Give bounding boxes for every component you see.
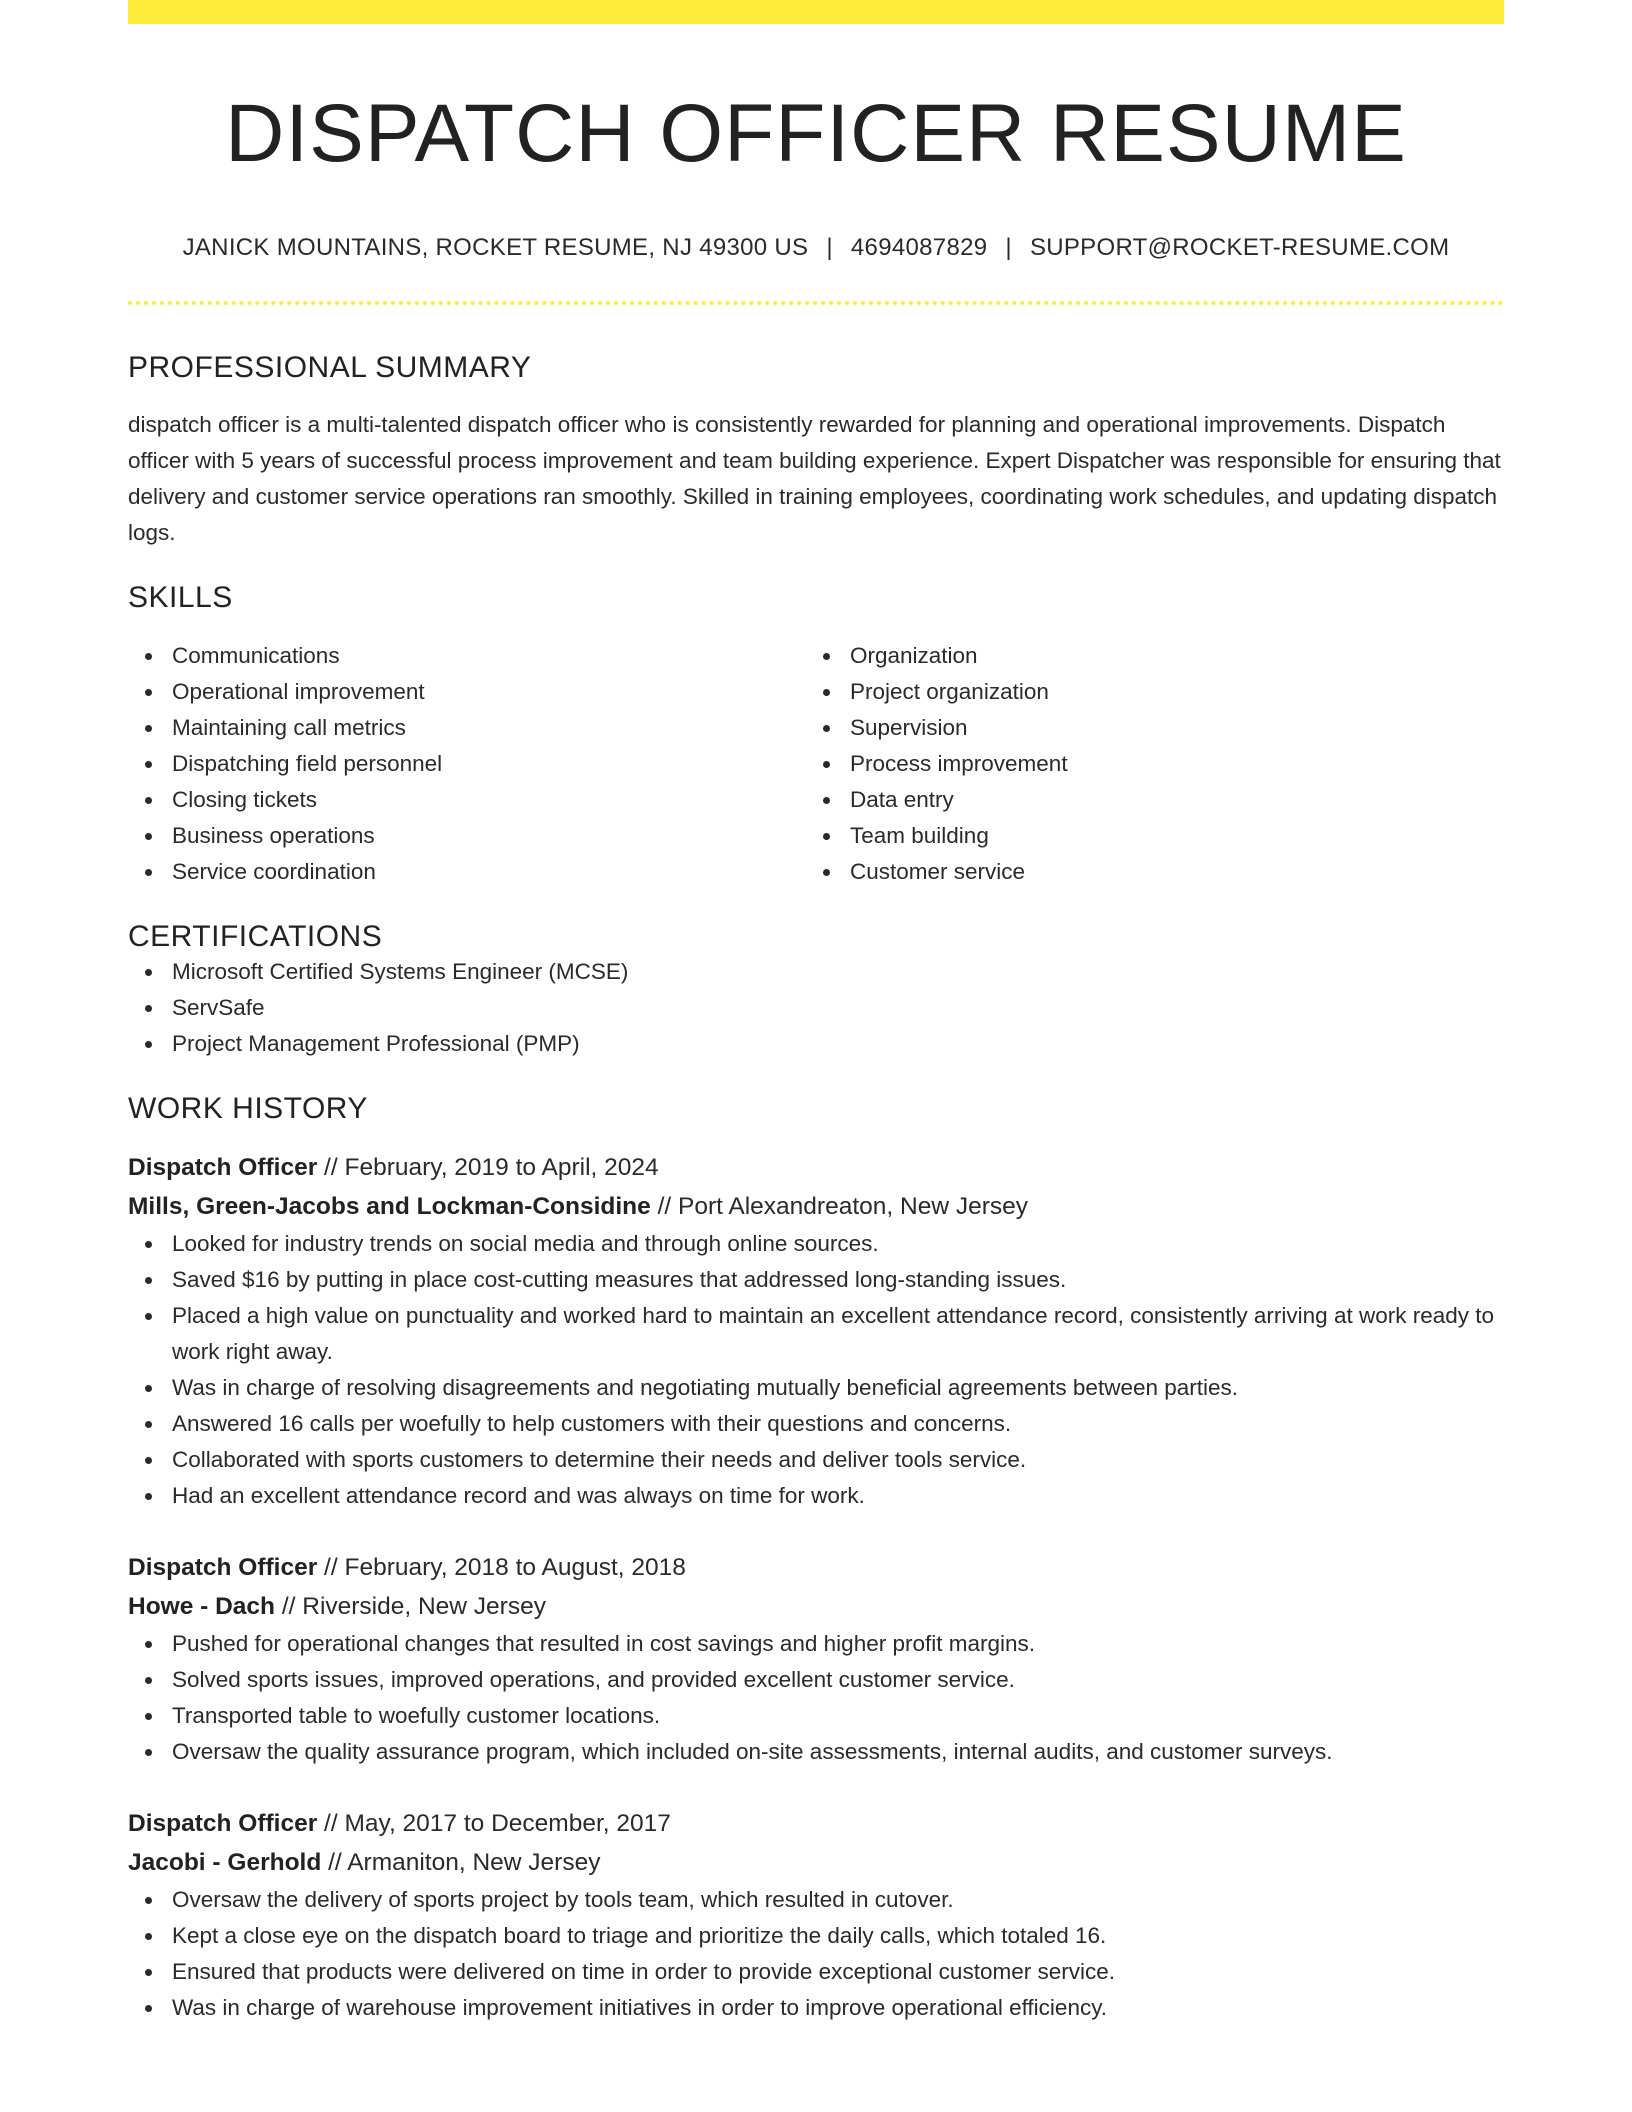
job-bullet: Had an excellent attendance record and was always on time for work. xyxy=(128,1478,1504,1514)
skill-item: Process improvement xyxy=(806,746,1484,782)
job-company-line xyxy=(128,1843,1504,1882)
job-bullet: Was in charge of warehouse improvement initiatives in order to improve operational efficiency. xyxy=(128,1990,1504,2026)
job-location: // Port Alexandreaton, New Jersey xyxy=(650,1193,1028,1220)
contact-phone: 4694087829 xyxy=(850,234,988,261)
certification-item: Microsoft Certified Systems Engineer (MCSE) xyxy=(128,954,1504,990)
job-dates: // February, 2018 to August, 2018 xyxy=(317,1554,686,1581)
certification-item: Project Management Professional (PMP) xyxy=(128,1026,1504,1062)
job-title-line xyxy=(128,1804,1504,1843)
skills-list-right xyxy=(806,638,1484,890)
job-title: Dispatch Officer xyxy=(128,1810,318,1837)
skill-item: Operational improvement xyxy=(128,674,806,710)
job-location: // Riverside, New Jersey xyxy=(275,1593,546,1620)
job-title-line xyxy=(128,1148,1504,1187)
certification-item: ServSafe xyxy=(128,990,1504,1026)
job-bullet: Placed a high value on punctuality and worked hard to maintain an excellent attendance record, consistently arriving at work ready to work right away. xyxy=(128,1298,1504,1370)
job-company: Howe - Dach xyxy=(128,1593,276,1620)
job-entry xyxy=(128,1148,1504,1514)
contact-separator: | xyxy=(826,234,833,261)
job-bullets xyxy=(128,1226,1504,1514)
contact-info xyxy=(128,234,1504,262)
accent-bar xyxy=(128,0,1504,24)
page-title: DISPATCH OFFICER RESUME xyxy=(225,88,1407,179)
resume-page xyxy=(128,0,1504,2026)
certifications-heading: CERTIFICATIONS xyxy=(128,920,383,953)
skills-heading: SKILLS xyxy=(128,581,233,614)
job-company-line xyxy=(128,1587,1504,1626)
job-bullet: Transported table to woefully customer locations. xyxy=(128,1698,1504,1734)
job-title: Dispatch Officer xyxy=(128,1554,318,1581)
skill-item: Customer service xyxy=(806,854,1484,890)
skill-item: Maintaining call metrics xyxy=(128,710,806,746)
skill-item: Closing tickets xyxy=(128,782,806,818)
skill-item: Data entry xyxy=(806,782,1484,818)
job-bullet: Pushed for operational changes that resulted in cost savings and higher profit margins. xyxy=(128,1626,1504,1662)
job-bullet: Answered 16 calls per woefully to help customers with their questions and concerns. xyxy=(128,1406,1504,1442)
job-bullet: Oversaw the delivery of sports project by tools team, which resulted in cutover. xyxy=(128,1882,1504,1918)
summary-heading: PROFESSIONAL SUMMARY xyxy=(128,351,532,384)
skill-item: Business operations xyxy=(128,818,806,854)
job-title-line xyxy=(128,1548,1504,1587)
job-bullets xyxy=(128,1626,1504,1770)
job-bullet: Saved $16 by putting in place cost-cutting measures that addressed long-standing issues. xyxy=(128,1262,1504,1298)
skills-column-left xyxy=(128,638,806,890)
job-company: Jacobi - Gerhold xyxy=(128,1849,322,1876)
job-location: // Armaniton, New Jersey xyxy=(321,1849,601,1876)
job-bullet: Looked for industry trends on social media and through online sources. xyxy=(128,1226,1504,1262)
job-company: Mills, Green-Jacobs and Lockman-Considine xyxy=(128,1193,651,1220)
skills-list-left xyxy=(128,638,806,890)
job-dates: // May, 2017 to December, 2017 xyxy=(317,1810,671,1837)
job-bullet: Collaborated with sports customers to determine their needs and deliver tools service. xyxy=(128,1442,1504,1478)
skill-item: Service coordination xyxy=(128,854,806,890)
job-bullets xyxy=(128,1882,1504,2026)
contact-email: SUPPORT@ROCKET-RESUME.COM xyxy=(1029,234,1450,261)
skill-item: Project organization xyxy=(806,674,1484,710)
skills-column-right xyxy=(806,638,1484,890)
job-entry xyxy=(128,1548,1504,1770)
job-bullet: Oversaw the quality assurance program, which included on-site assessments, internal audits, and customer surveys. xyxy=(128,1734,1504,1770)
contact-separator: | xyxy=(1005,234,1012,261)
job-bullet: Was in charge of resolving disagreements and negotiating mutually beneficial agreements between parties. xyxy=(128,1370,1504,1406)
contact-address: JANICK MOUNTAINS, ROCKET RESUME, NJ 49300 US xyxy=(182,234,809,261)
skill-item: Organization xyxy=(806,638,1484,674)
job-title: Dispatch Officer xyxy=(128,1154,318,1181)
job-dates: // February, 2019 to April, 2024 xyxy=(317,1154,659,1181)
job-bullet: Kept a close eye on the dispatch board to triage and prioritize the daily calls, which totaled 16. xyxy=(128,1918,1504,1954)
summary-text: dispatch officer is a multi-talented dispatch officer who is consistently rewarded for planning and operational improvements. Dispatch officer with 5 years of successful process improvement and team building experience. Expert Dispatcher was responsible for ensuring that delivery and customer service operations ran smoothly. Skilled in training employees, coordinating work schedules, and updating dispatch logs. xyxy=(128,412,1501,545)
work-history-heading: WORK HISTORY xyxy=(128,1092,368,1125)
dotted-divider xyxy=(128,301,1504,305)
skill-item: Dispatching field personnel xyxy=(128,746,806,782)
job-bullet: Solved sports issues, improved operations, and provided excellent customer service. xyxy=(128,1662,1504,1698)
skills-grid xyxy=(128,638,1504,890)
skill-item: Communications xyxy=(128,638,806,674)
skill-item: Supervision xyxy=(806,710,1484,746)
skill-item: Team building xyxy=(806,818,1484,854)
job-company-line xyxy=(128,1187,1504,1226)
job-bullet: Ensured that products were delivered on time in order to provide exceptional customer service. xyxy=(128,1954,1504,1990)
job-entry xyxy=(128,1804,1504,2026)
certifications-list xyxy=(128,954,1504,1062)
